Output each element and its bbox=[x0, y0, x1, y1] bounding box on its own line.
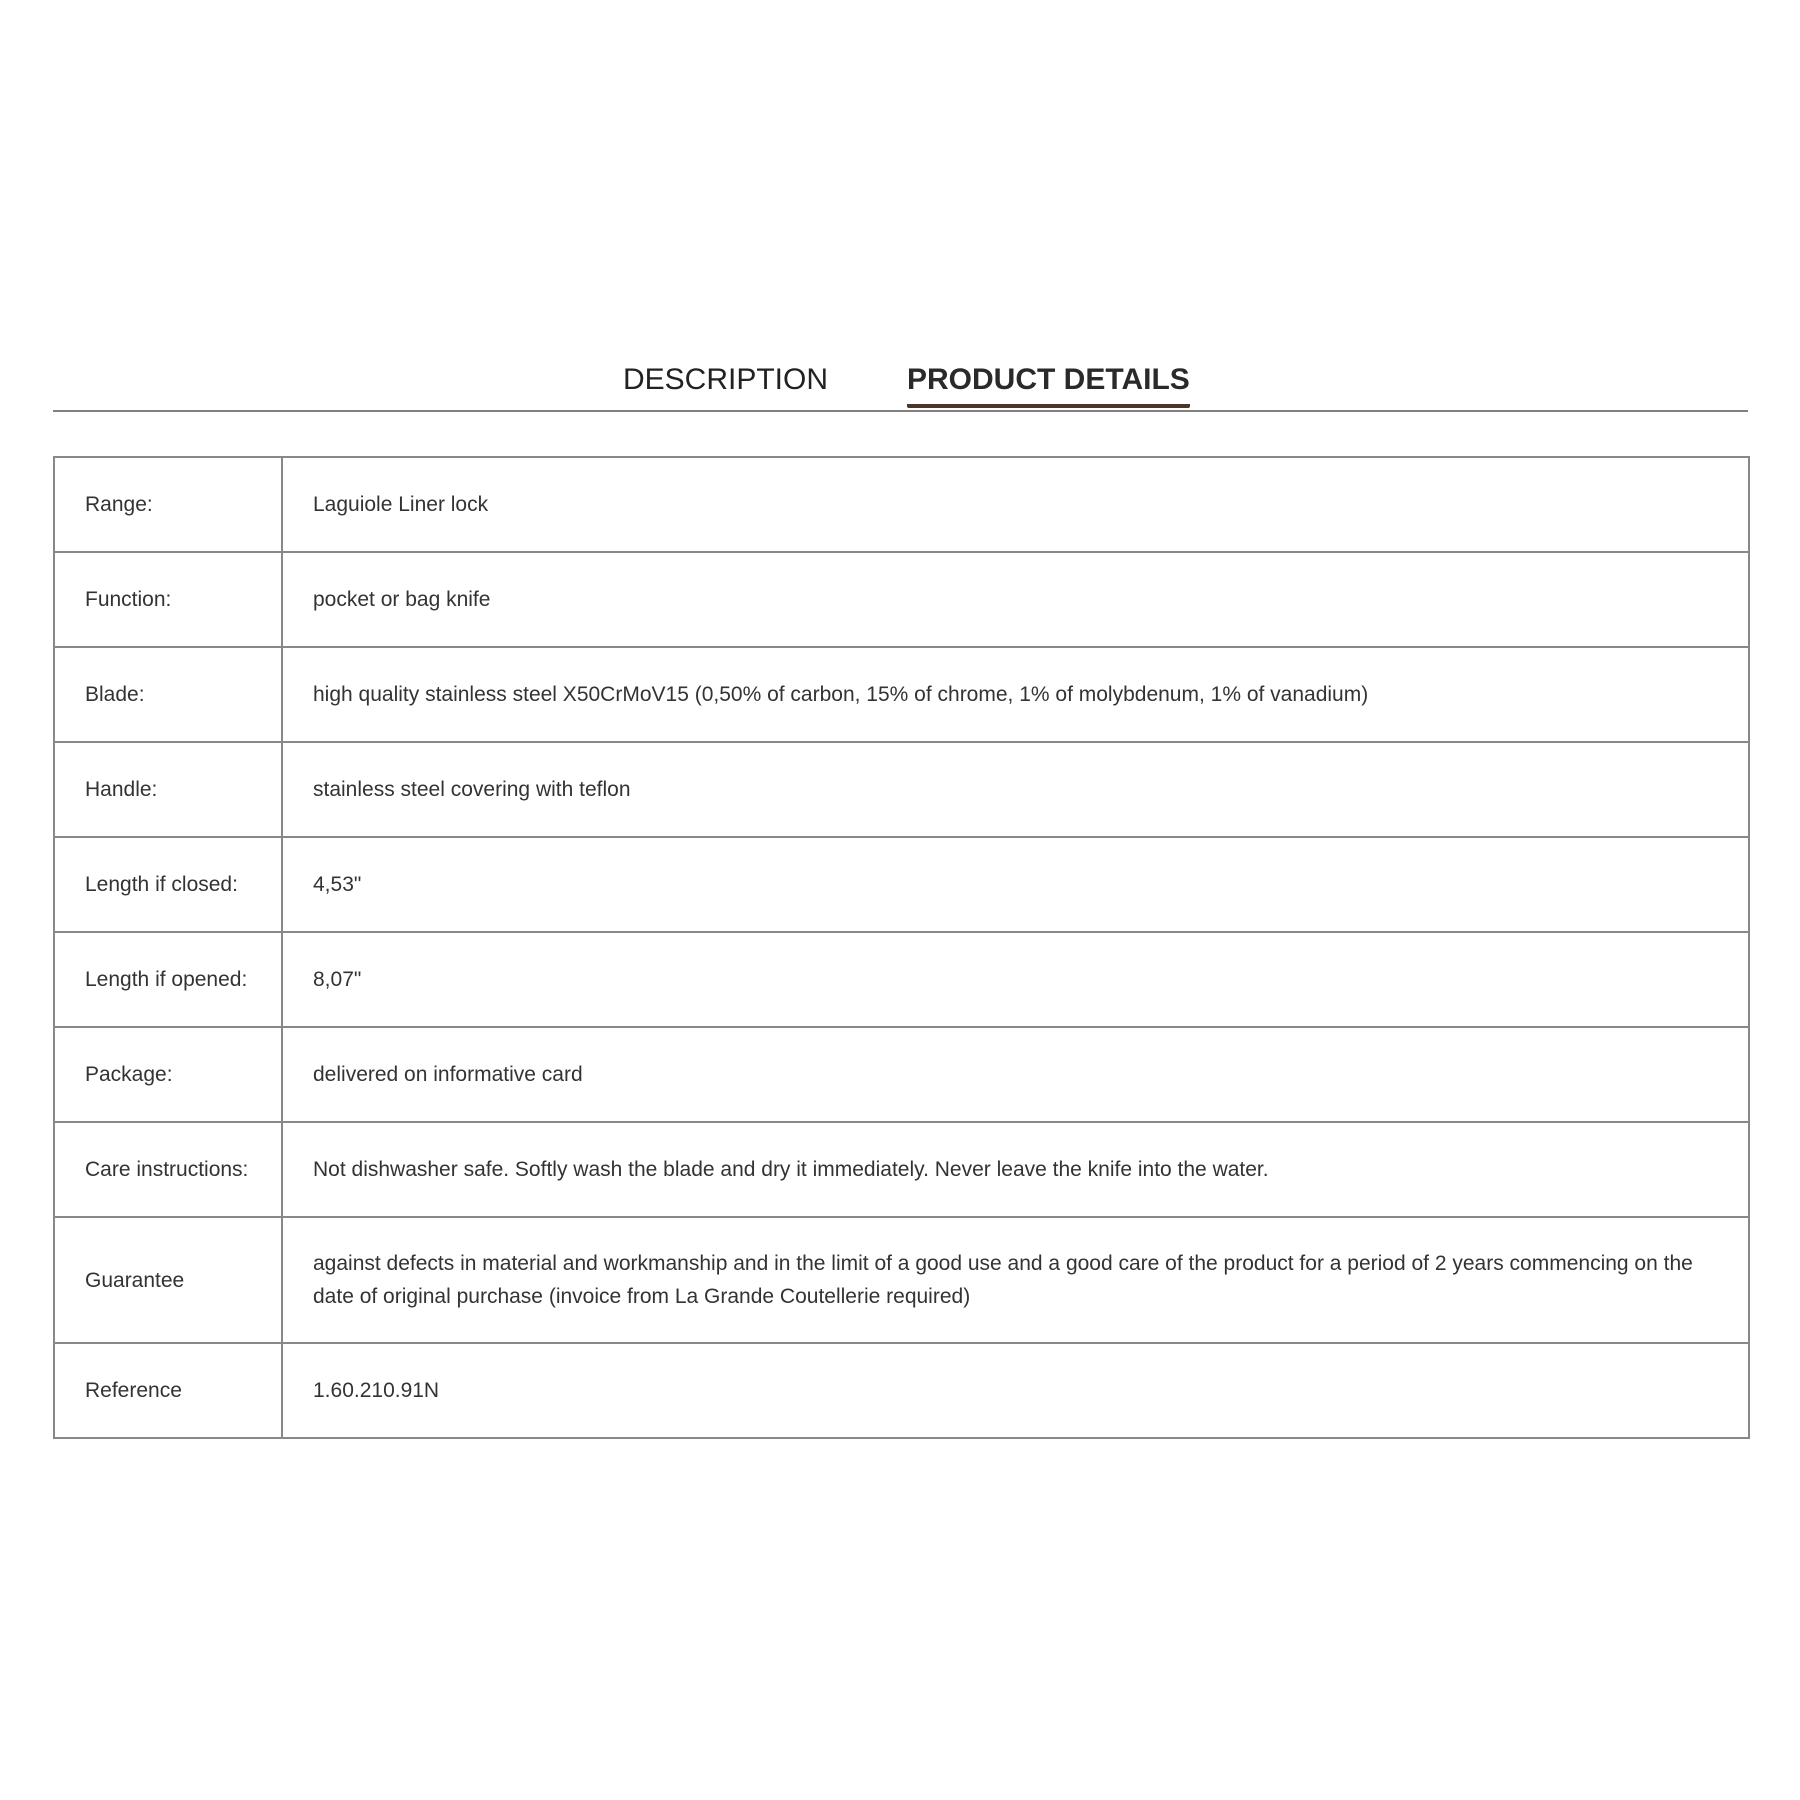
row-value: Laguiole Liner lock bbox=[282, 457, 1749, 552]
table-row bbox=[54, 647, 1749, 742]
table-row bbox=[54, 1217, 1749, 1343]
table-row bbox=[54, 1122, 1749, 1217]
table-row bbox=[54, 552, 1749, 647]
table-row bbox=[54, 1343, 1749, 1438]
row-value: pocket or bag knife bbox=[282, 552, 1749, 647]
tab-product-details[interactable]: PRODUCT DETAILS bbox=[907, 362, 1190, 408]
table-row bbox=[54, 457, 1749, 552]
row-value: 8,07" bbox=[282, 932, 1749, 1027]
product-details-table bbox=[53, 456, 1750, 1439]
row-label: Guarantee bbox=[54, 1217, 282, 1343]
tabs-bar bbox=[53, 340, 1748, 412]
row-value: stainless steel covering with teflon bbox=[282, 742, 1749, 837]
row-value: delivered on informative card bbox=[282, 1027, 1749, 1122]
table-row bbox=[54, 1027, 1749, 1122]
row-value: Not dishwasher safe. Softly wash the blade and dry it immediately. Never leave the knife into the water. bbox=[282, 1122, 1749, 1217]
row-value: against defects in material and workmanship and in the limit of a good use and a good care of the product for a period of 2 years commencing on the date of original purchase (invoice from La Grande Coutellerie required) bbox=[282, 1217, 1749, 1343]
row-label: Blade: bbox=[54, 647, 282, 742]
row-label: Range: bbox=[54, 457, 282, 552]
tab-description[interactable]: DESCRIPTION bbox=[623, 363, 829, 396]
table-row bbox=[54, 932, 1749, 1027]
row-label: Function: bbox=[54, 552, 282, 647]
table-row bbox=[54, 742, 1749, 837]
row-label: Length if closed: bbox=[54, 837, 282, 932]
row-label: Reference bbox=[54, 1343, 282, 1438]
row-label: Length if opened: bbox=[54, 932, 282, 1027]
row-label: Handle: bbox=[54, 742, 282, 837]
row-label: Package: bbox=[54, 1027, 282, 1122]
table-row bbox=[54, 837, 1749, 932]
row-value: 1.60.210.91N bbox=[282, 1343, 1749, 1438]
row-label: Care instructions: bbox=[54, 1122, 282, 1217]
row-value: 4,53" bbox=[282, 837, 1749, 932]
row-value: high quality stainless steel X50CrMoV15 (0,50% of carbon, 15% of chrome, 1% of molybdenum, 1% of vanadium) bbox=[282, 647, 1749, 742]
